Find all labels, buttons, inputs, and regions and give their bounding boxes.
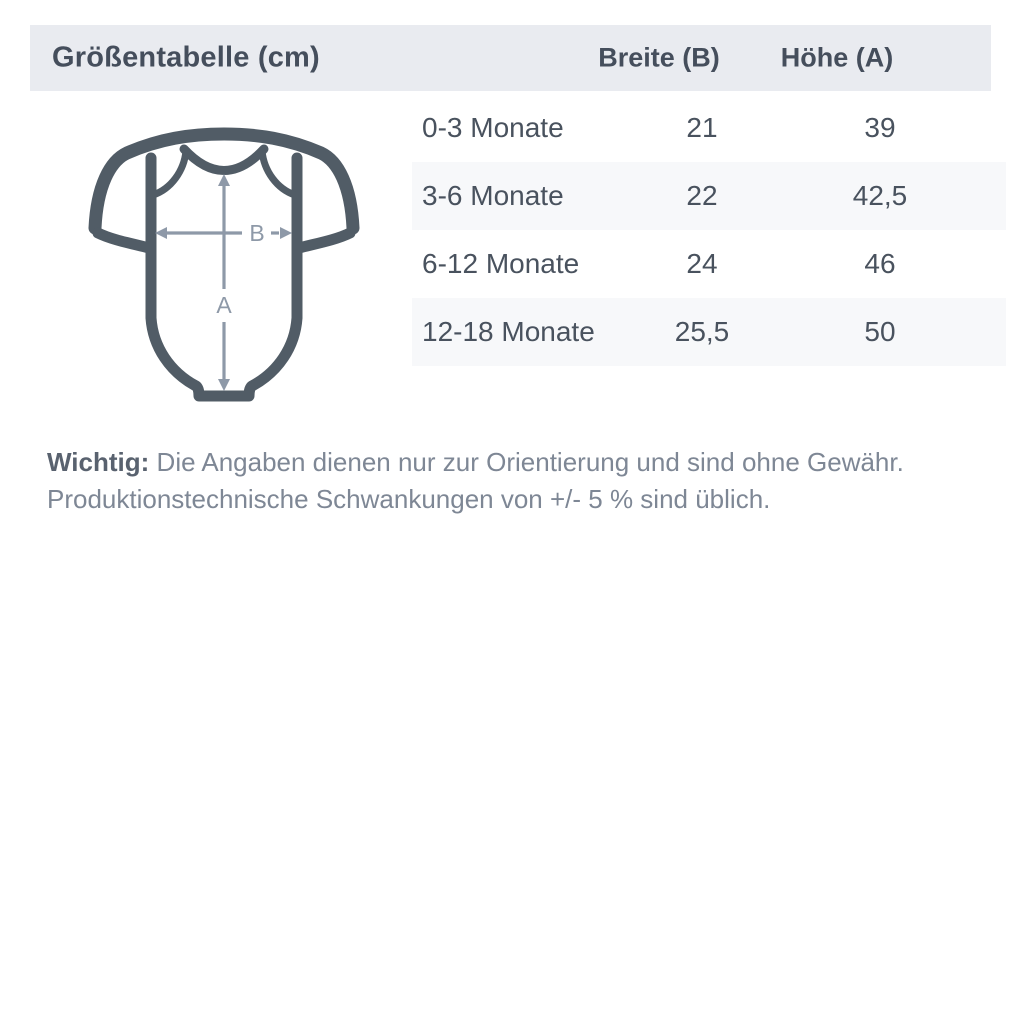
size-label: 12-18 Monate (422, 316, 595, 347)
baby-bodysuit-diagram (85, 126, 370, 416)
bodysuit-left-shoulder-seam (153, 151, 186, 195)
breite-value: 25,5 (674, 316, 730, 347)
hoehe-value: 50 (864, 316, 896, 347)
page-title: Größentabelle (cm) (52, 41, 320, 74)
bodysuit-right-sleeve-edge (299, 233, 350, 248)
size-table (412, 94, 1006, 366)
height-arrow (216, 174, 232, 391)
arrow-right-head (280, 227, 292, 239)
arrow-bottom-head (218, 379, 230, 391)
breite-value: 22 (686, 180, 718, 211)
column-header-hoehe: Höhe (A) (780, 42, 894, 73)
table-header-bar (30, 25, 991, 91)
size-label: 3-6 Monate (422, 180, 564, 211)
disclaimer-label: Wichtig: (47, 447, 150, 477)
hoehe-value: 46 (864, 248, 896, 279)
table-row (412, 230, 1006, 298)
hoehe-value: 39 (864, 112, 896, 143)
column-header-breite: Breite (B) (598, 42, 720, 73)
table-row (412, 162, 1006, 230)
breite-value: 21 (686, 112, 718, 143)
bodysuit-neckline (184, 149, 264, 171)
size-label: 6-12 Monate (422, 248, 580, 279)
disclaimer-note (47, 444, 977, 518)
table-row (412, 94, 1006, 162)
bodysuit-right-shoulder-seam (262, 151, 295, 195)
height-label: A (216, 292, 232, 318)
table-row (412, 298, 1006, 366)
size-label: 0-3 Monate (422, 112, 564, 143)
hoehe-value: 42,5 (852, 180, 908, 211)
bodysuit-left-sleeve-edge (98, 233, 149, 248)
disclaimer-line1: Die Angaben dienen nur zur Orientierung und sind ohne Gewähr. (156, 447, 904, 477)
width-label: B (249, 220, 265, 246)
disclaimer-line2: Produktionstechnische Schwankungen von +/- 5 % sind üblich. (47, 484, 771, 514)
breite-value: 24 (686, 248, 718, 279)
